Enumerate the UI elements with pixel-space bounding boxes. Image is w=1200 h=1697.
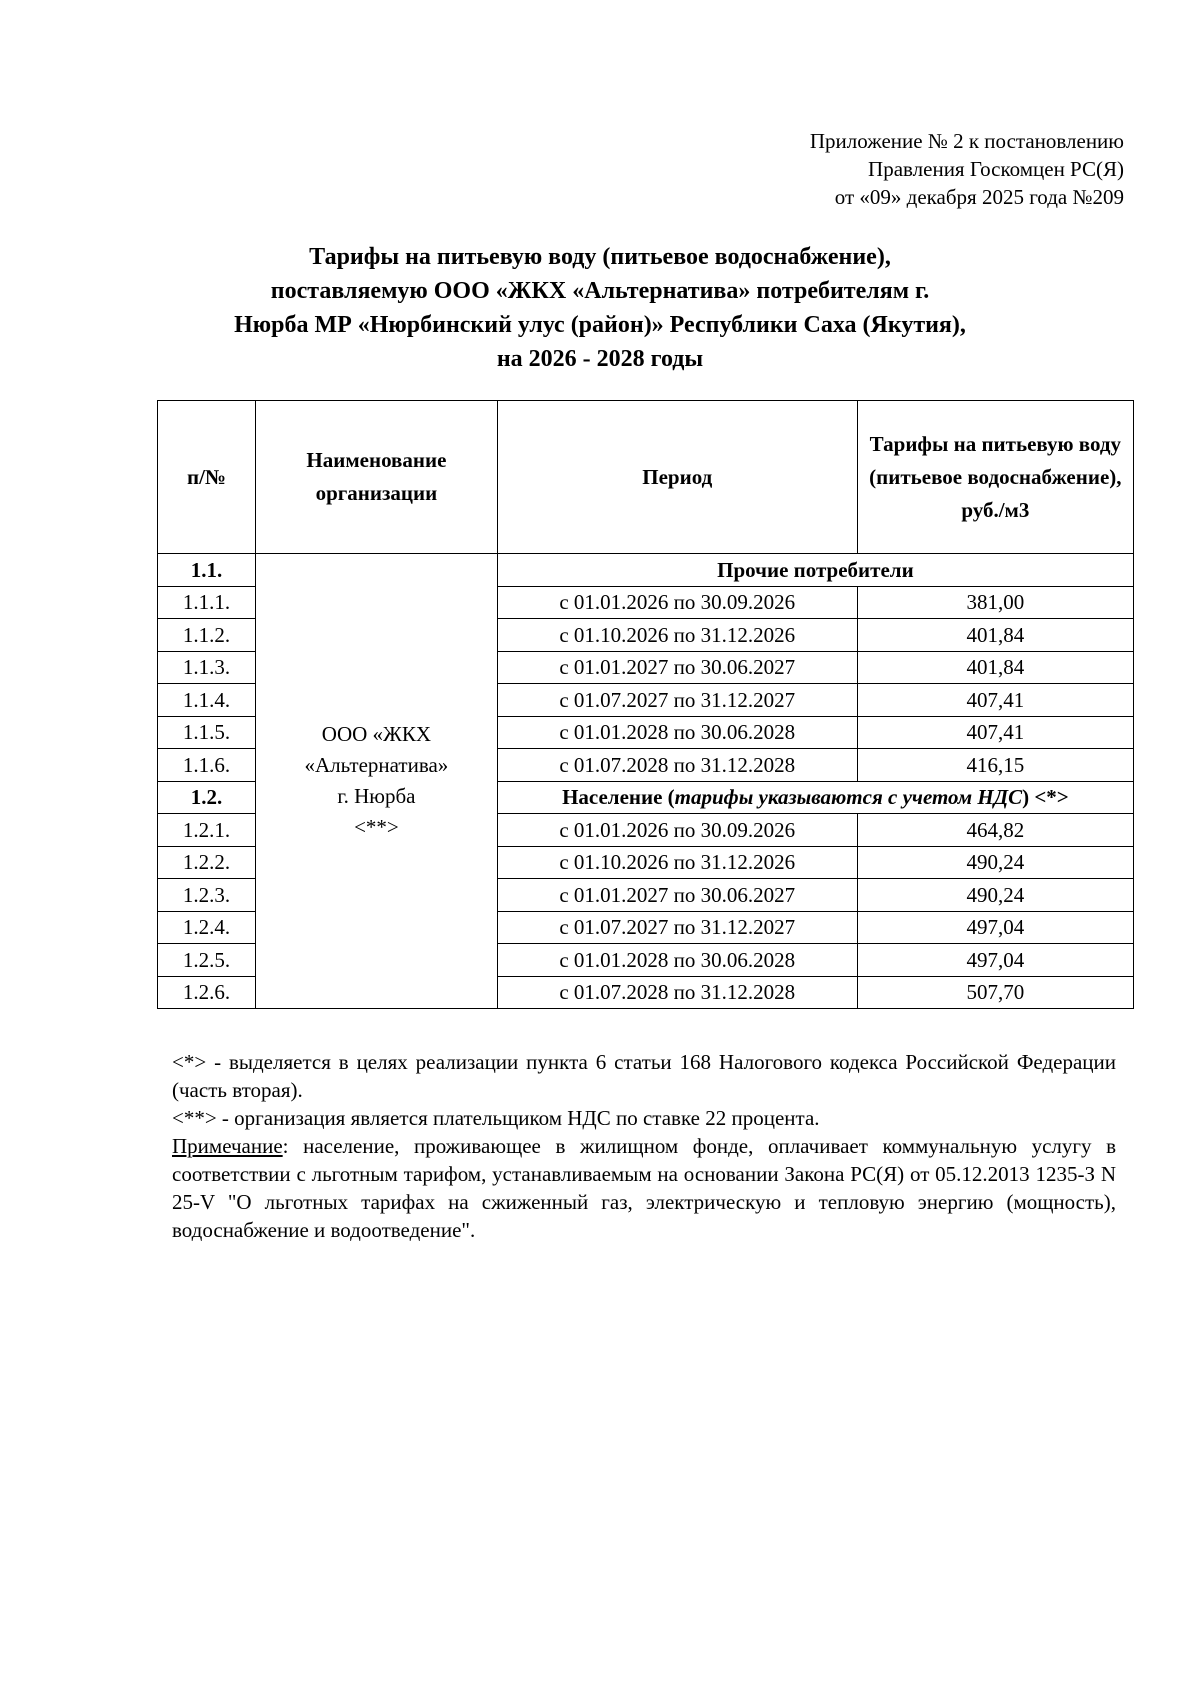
row-num: 1.1.2. bbox=[158, 619, 256, 652]
row-tariff: 401,84 bbox=[857, 619, 1133, 652]
org-line-2: «Альтернатива» bbox=[304, 753, 449, 777]
title-line-4: на 2026 - 2028 годы bbox=[496, 346, 704, 372]
document-title bbox=[160, 240, 1040, 376]
row-period: с 01.01.2027 по 30.06.2027 bbox=[497, 651, 857, 684]
section-label bbox=[497, 781, 1133, 814]
row-tariff: 407,41 bbox=[857, 716, 1133, 749]
row-num: 1.2.1. bbox=[158, 814, 256, 847]
appendix-line-3: от «09» декабря 2025 года №209 bbox=[834, 185, 1124, 209]
row-num: 1.1.3. bbox=[158, 651, 256, 684]
footnote-2: <**> - организация является плательщиком НДС по ставке 22 процента. bbox=[172, 1106, 820, 1130]
tariff-table bbox=[157, 400, 1134, 1009]
table-header-row bbox=[158, 401, 1134, 554]
row-num: 1.1.4. bbox=[158, 684, 256, 717]
row-tariff: 490,24 bbox=[857, 879, 1133, 912]
header-period: Период bbox=[497, 401, 857, 554]
row-tariff: 381,00 bbox=[857, 586, 1133, 619]
row-period: с 01.07.2028 по 31.12.2028 bbox=[497, 976, 857, 1009]
row-num: 1.2.6. bbox=[158, 976, 256, 1009]
section-num: 1.2. bbox=[158, 781, 256, 814]
footnote-1: <*> - выделяется в целях реализации пункта 6 статьи 168 Налогового кодекса Российской Федерации (часть вторая). bbox=[172, 1050, 1116, 1102]
row-num: 1.2.3. bbox=[158, 879, 256, 912]
title-line-3: Нюрба МР «Нюрбинский улус (район)» Республики Саха (Якутия), bbox=[234, 312, 966, 338]
row-tariff: 497,04 bbox=[857, 944, 1133, 977]
row-tariff: 401,84 bbox=[857, 651, 1133, 684]
row-num: 1.2.2. bbox=[158, 846, 256, 879]
org-line-1: ООО «ЖКХ bbox=[321, 722, 432, 746]
row-period: с 01.10.2026 по 31.12.2026 bbox=[497, 619, 857, 652]
row-tariff: 407,41 bbox=[857, 684, 1133, 717]
row-period: с 01.01.2026 по 30.09.2026 bbox=[497, 586, 857, 619]
row-period: с 01.01.2026 по 30.09.2026 bbox=[497, 814, 857, 847]
organization-cell bbox=[255, 554, 497, 1009]
section-label-prefix: Население ( bbox=[562, 785, 675, 810]
org-line-3: г. Нюрба bbox=[337, 784, 416, 808]
row-period: с 01.07.2027 по 31.12.2027 bbox=[497, 911, 857, 944]
row-tariff: 416,15 bbox=[857, 749, 1133, 782]
row-period: с 01.07.2027 по 31.12.2027 bbox=[497, 684, 857, 717]
row-period: с 01.10.2026 по 31.12.2026 bbox=[497, 846, 857, 879]
row-num: 1.2.4. bbox=[158, 911, 256, 944]
org-line-4: <**> bbox=[354, 815, 399, 839]
row-tariff: 464,82 bbox=[857, 814, 1133, 847]
row-tariff: 490,24 bbox=[857, 846, 1133, 879]
section-label: Прочие потребители bbox=[497, 554, 1133, 587]
appendix-line-1: Приложение № 2 к постановлению bbox=[809, 129, 1124, 153]
row-period: с 01.01.2027 по 30.06.2027 bbox=[497, 879, 857, 912]
row-num: 1.1.5. bbox=[158, 716, 256, 749]
remark-label: Примечание bbox=[172, 1134, 283, 1158]
remark-text: : население, проживающее в жилищном фонде, оплачивает коммунальную услугу в соответствии с льготным тарифом, устанавливаемым на основании Закона РС(Я) от 05.12.2013 1235-З N 25-V "О льготных тарифах на сжиженный газ, электрическую и тепловую энергию (мощность), водоснабжение и водоотведение". bbox=[172, 1134, 1116, 1242]
section-num: 1.1. bbox=[158, 554, 256, 587]
header-num: п/№ bbox=[158, 401, 256, 554]
row-num: 1.1.1. bbox=[158, 586, 256, 619]
remark bbox=[172, 1132, 1116, 1244]
row-period: с 01.01.2028 по 30.06.2028 bbox=[497, 716, 857, 749]
title-line-2: поставляемую ООО «ЖКХ «Альтернатива» потребителям г. bbox=[270, 278, 930, 304]
header-tariff: Тарифы на питьевую воду (питьевое водоснабжение), руб./м3 bbox=[857, 401, 1133, 554]
row-period: с 01.07.2028 по 31.12.2028 bbox=[497, 749, 857, 782]
section-row-1 bbox=[158, 554, 1134, 587]
footnotes bbox=[172, 1048, 1116, 1244]
appendix-line-2: Правления Госкомцен РС(Я) bbox=[868, 157, 1124, 181]
row-period: с 01.01.2028 по 30.06.2028 bbox=[497, 944, 857, 977]
section-label-suffix: ) <*> bbox=[1022, 785, 1069, 810]
header-org: Наименование организации bbox=[255, 401, 497, 554]
appendix-header bbox=[810, 127, 1124, 211]
section-label-italic: тарифы указываются с учетом НДС bbox=[674, 785, 1023, 810]
row-num: 1.1.6. bbox=[158, 749, 256, 782]
row-tariff: 497,04 bbox=[857, 911, 1133, 944]
row-num: 1.2.5. bbox=[158, 944, 256, 977]
row-tariff: 507,70 bbox=[857, 976, 1133, 1009]
title-line-1: Тарифы на питьевую воду (питьевое водоснабжение), bbox=[309, 244, 891, 270]
